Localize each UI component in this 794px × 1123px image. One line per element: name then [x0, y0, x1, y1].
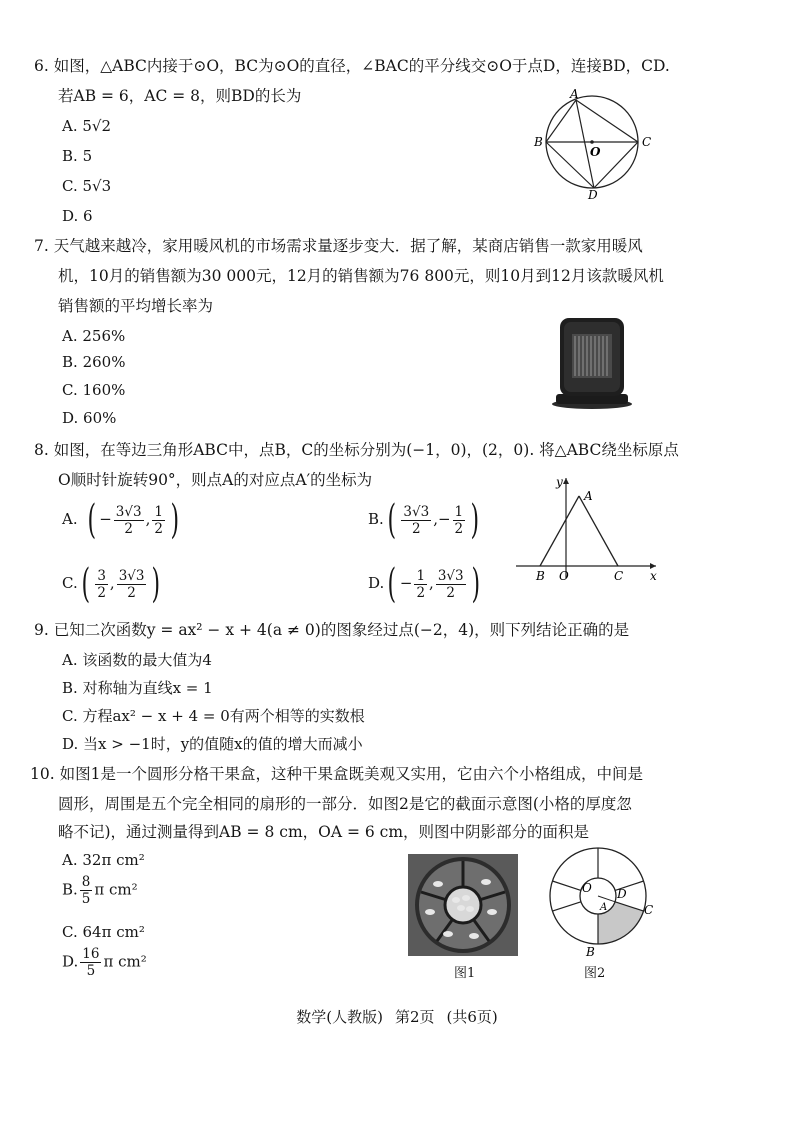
q10-stem-line1: 10. 如图1是一个圆形分格干果盒，这种干果盒既美观又实用，它由六个小格组成，中间是: [30, 765, 643, 783]
footer-subject: 数学(人教版): [296, 1008, 383, 1026]
q10-label-d: D: [617, 887, 627, 901]
q8-option-b: B.( $\frac{3√3}{2}$ ,− $\frac{1}{2}$ ): [368, 497, 480, 543]
q7-stem-line2: 机，10月的销售额为30 000元，12月的销售额为76 800元，则10月到12月该款暖风机: [58, 267, 664, 285]
footer-page: 第2页: [394, 1008, 435, 1026]
fruit-box-photo: [408, 854, 518, 960]
q6-option-c: C. 5√3: [62, 177, 112, 195]
fig2-caption: 图2: [584, 966, 606, 981]
q7-option-c: C. 160%: [62, 381, 126, 399]
q10-label-c: C: [644, 903, 654, 917]
q8-label-a: A: [584, 489, 593, 503]
q8-label-o: O: [559, 569, 569, 583]
q8-option-a: A. ( − $\frac{3√3}{2}$ , $\frac{1}{2}$ ): [62, 497, 180, 543]
q6-stem-line2: 若AB = 6，AC = 8，则BD的长为: [58, 87, 302, 105]
q8-label-x: x: [650, 569, 657, 583]
q8-coordinate-figure: [512, 474, 662, 590]
q7-stem-line3: 销售额的平均增长率为: [58, 297, 214, 315]
q6-option-d: D. 6: [62, 207, 93, 225]
q6-label-o: O: [590, 145, 601, 159]
q7-option-a: A. 256%: [62, 327, 126, 345]
q6-label-b: B: [534, 135, 543, 149]
q8-label-c: C: [614, 569, 624, 583]
q10-option-b: B. $\frac{8}{5}$ π cm²: [62, 874, 138, 907]
q6-circle-figure: [530, 88, 655, 204]
q10-stem-line3: 略不记)，通过测量得到AB = 8 cm，OA = 6 cm，则图中阴影部分的面积是: [58, 823, 590, 841]
q8-stem-line1: 8. 如图，在等边三角形ABC中，点B，C的坐标分别为(−1，0)，(2，0). 将△ABC绕坐标原点: [34, 441, 679, 459]
q9-option-a: A. 该函数的最大值为4: [62, 651, 212, 669]
q7-stem-line1: 7. 天气越来越冷，家用暖风机的市场需求量逐步变大．据了解，某商店销售一款家用暖风: [34, 237, 643, 255]
q10-diagram-figure: [538, 838, 658, 962]
q6-option-a: A. 5√2: [62, 117, 112, 135]
q10-label-b: B: [586, 945, 595, 958]
q8-label-b: B: [536, 569, 545, 583]
q6-option-b: B. 5: [62, 147, 93, 165]
q8-label-y: y: [556, 475, 563, 489]
q10-label-a: A: [600, 902, 608, 913]
q8-option-d: D.( − $\frac{1}{2}$ , $\frac{3√3}{2}$ ): [368, 561, 480, 607]
q10-label-o: O: [582, 881, 592, 895]
q7-option-d: D. 60%: [62, 409, 117, 427]
q8-option-c: C.( $\frac{3}{2}$ , $\frac{3√3}{2}$ ): [62, 561, 161, 607]
fig1-caption: 图1: [454, 966, 476, 981]
q6-label-a: A: [570, 88, 579, 101]
page-footer: [0, 1006, 794, 1027]
q10-option-d: D. $\frac{16}{5}$ π cm²: [62, 946, 147, 979]
q9-option-b: B. 对称轴为直线x = 1: [62, 679, 213, 697]
q10-option-a: A. 32π cm²: [62, 851, 145, 869]
q8-stem-line2: O顺时针旋转90°，则点A的对应点A′的坐标为: [58, 471, 373, 489]
q9-option-c: C. 方程ax² − x + 4 = 0有两个相等的实数根: [62, 707, 365, 725]
q6-label-c: C: [642, 135, 652, 149]
q7-option-b: B. 260%: [62, 353, 126, 371]
q6-stem-line1: 6. 如图，△ABC内接于⊙O，BC为⊙O的直径，∠BAC的平分线交⊙O于点D，连接BD，CD.: [34, 57, 670, 75]
q6-label-d: D: [588, 188, 598, 200]
q9-option-d: D. 当x > −1时，y的值随x的值的增大而减小: [62, 735, 363, 753]
q10-stem-line2: 圆形，周围是五个完全相同的扇形的一部分．如图2是它的截面示意图(小格的厚度忽: [58, 795, 632, 813]
q9-stem-line1: 9. 已知二次函数y = ax² − x + 4(a ≠ 0)的图象经过点(−2，4)，则下列结论正确的是: [34, 621, 630, 639]
heater-photo: [550, 314, 632, 414]
q10-option-c: C. 64π cm²: [62, 923, 145, 941]
footer-total: (共6页): [446, 1008, 498, 1026]
